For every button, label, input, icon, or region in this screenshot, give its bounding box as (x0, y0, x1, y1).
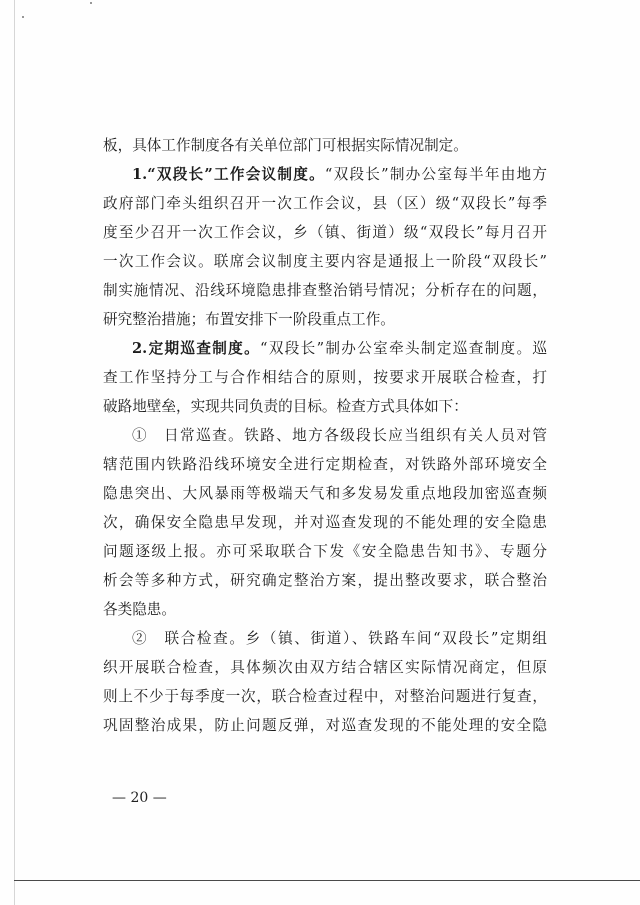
line-text: ② 联合检查。乡（镇、街道）、铁路车间“双段长”定期组 (132, 630, 547, 647)
text-line (103, 711, 547, 740)
text-line (103, 624, 547, 653)
line-text: 研究整治措施；布置安排下一阶段重点工作。 (103, 311, 395, 328)
line-text: ① 日常巡查。铁路、地方各级段长应当组织有关人员对管 (132, 427, 547, 444)
section-heading: 1.“双段长”工作会议制度。 (132, 166, 325, 183)
section-heading: 2.定期巡查制度。 (132, 340, 261, 357)
line-text: 各类隐患。 (103, 601, 176, 618)
text-line (103, 131, 547, 160)
text-line (103, 566, 547, 595)
line-text: 次，确保安全隐患早发现，并对巡查发现的不能处理的安全隐患 (103, 514, 547, 531)
line-text: 板，具体工作制度各有关单位部门可根据实际情况制定。 (103, 137, 468, 154)
text-line (103, 305, 547, 334)
text-line (103, 682, 547, 711)
text-line (103, 537, 547, 566)
scan-speck (90, 2, 92, 4)
scan-bottom-edge (14, 880, 640, 881)
text-line (103, 247, 547, 276)
line-text: 则上不少于每季度一次，联合检查过程中，对整治问题进行复查， (103, 688, 547, 705)
text-line (103, 160, 547, 189)
scan-left-edge (14, 0, 15, 905)
text-line (103, 276, 547, 305)
text-line (103, 189, 547, 218)
text-line (103, 392, 547, 421)
line-text: 巩固整治成果，防止问题反弹，对巡查发现的不能处理的安全隐 (103, 717, 547, 734)
text-line (103, 508, 547, 537)
line-text: “双段长”制办公室每半年由地方 (324, 166, 547, 183)
line-text: “双段长”制办公室牵头制定巡查制度。巡 (260, 340, 547, 357)
scan-speck (22, 16, 24, 18)
line-text: 隐患突出、大风暴雨等极端天气和多发易发重点地段加密巡查频 (103, 485, 547, 502)
text-line (103, 595, 547, 624)
text-line (103, 653, 547, 682)
line-text: 析会等多种方式，研究确定整治方案，提出整改要求，联合整治 (103, 572, 547, 589)
line-text: 破路地壁垒，实现共同负责的目标。检查方式具体如下： (103, 398, 468, 415)
text-line (103, 363, 547, 392)
line-text: 辖范围内铁路沿线环境安全进行定期检查，对铁路外部环境安全 (103, 456, 547, 473)
line-text: 度至少召开一次工作会议，乡（镇、街道）级“双段长”每月召开 (103, 224, 547, 241)
text-line (103, 334, 547, 363)
line-text: 织开展联合检查，具体频次由双方结合辖区实际情况商定，但原 (103, 659, 547, 676)
document-body (103, 131, 547, 740)
line-text: 政府部门牵头组织召开一次工作会议，县（区）级“双段长”每季 (103, 195, 547, 212)
text-line (103, 479, 547, 508)
line-text: 一次工作会议。联席会议制度主要内容是通报上一阶段“双段长” (103, 253, 547, 270)
line-text: 问题逐级上报。亦可采取联合下发《安全隐患告知书》、专题分 (103, 543, 547, 560)
text-line (103, 421, 547, 450)
text-line (103, 450, 547, 479)
line-text: 制实施情况、沿线环境隐患排查整治销号情况；分析存在的问题， (103, 282, 547, 299)
page-number: — 20 — (112, 790, 167, 806)
text-line (103, 218, 547, 247)
line-text: 查工作坚持分工与合作相结合的原则，按要求开展联合检查，打 (103, 369, 547, 386)
